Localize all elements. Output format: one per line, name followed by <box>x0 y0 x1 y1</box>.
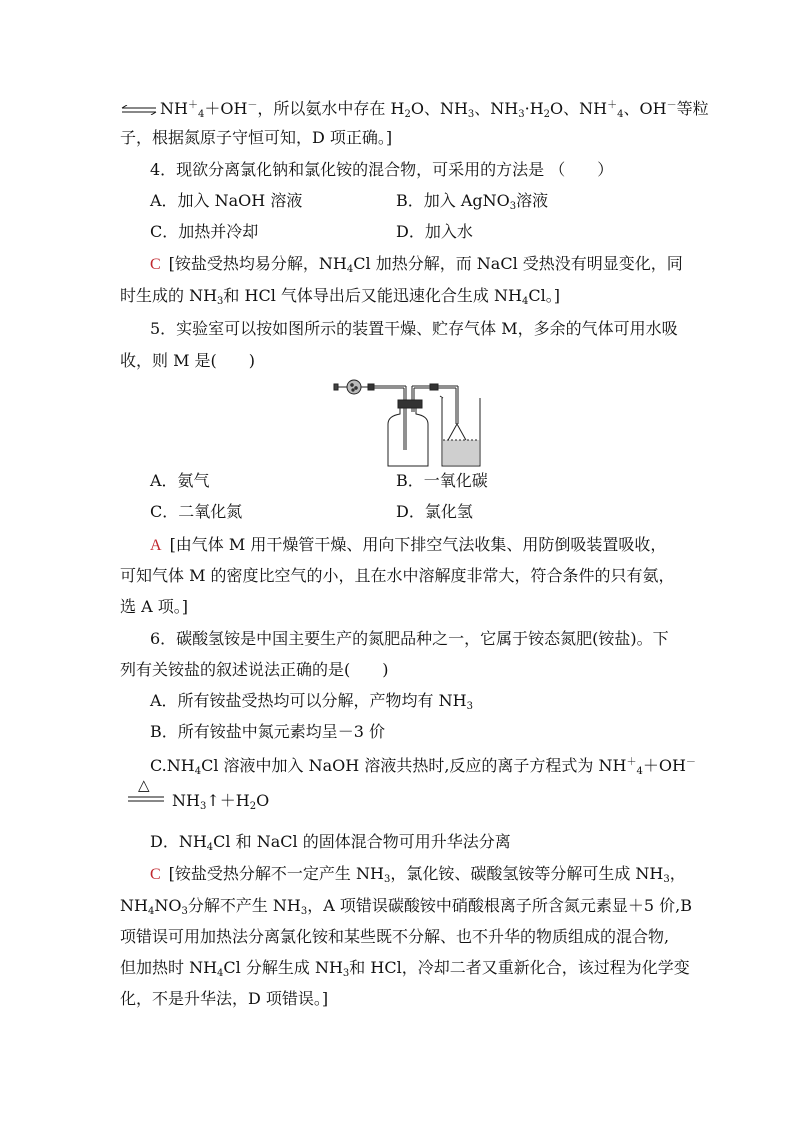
q6-answer-cont: 化，不是升华法，D 项错误。] <box>120 989 329 1008</box>
q6-option-c: $C.NH_4Cl$ 溶液中加入 NaOH 溶液共热时,反应的离子方程式为 $NH^+_4+OH^-$ <box>150 756 696 777</box>
question-5: 5．实验室可以按如图所示的装置干燥、贮存气体 M，多余的气体可用水吸 <box>150 319 678 338</box>
question-6-cont: 列有关铵盐的叙述说法正确的是( ) <box>120 660 389 679</box>
equilibrium-arrow-icon <box>120 105 158 115</box>
q6-answer-cont: 但加热时 $NH_4Cl$ 分解生成 $NH_3$和 HCl，冷却二者又重新化合，该过程为化学变 <box>120 958 690 979</box>
q5-answer-cont: 可知气体 M 的密度比空气的小，且在水中溶解度非常大，符合条件的只有氨， <box>120 566 675 585</box>
q6-option-d: D．$NH_4Cl$ 和 NaCl 的固体混合物可用升华法分离 <box>150 832 511 853</box>
q6-answer: C [铵盐受热分解不一定产生 $NH_3$，氯化铵、碳酸氢铵等分解可生成 $NH_3$， <box>150 864 686 885</box>
answer-letter: C <box>150 866 161 883</box>
q4-option-a: A．加入 NaOH 溶液 <box>150 191 303 210</box>
question-4: 4．现欲分离氯化钠和氯化铵的混合物，可采用的方法是 （ ） <box>150 160 614 179</box>
question-6: 6．碳酸氢铵是中国主要生产的氮肥品种之一，它属于铵态氮肥(铵盐)。下 <box>150 629 669 648</box>
apparatus-figure <box>330 378 490 470</box>
q4-answer: C [铵盐受热均易分解，$NH_4Cl$ 加热分解，而 NaCl 受热没有明显变化，同 <box>150 254 683 275</box>
q4-option-b: B．加入 AgNO$_3$溶液 <box>396 191 549 212</box>
q6-answer-cont: $NH_4NO_3$分解不产生 $NH_3$，A 项错误碳酸铵中硝酸根离子所含氮元素显＋5 价,B <box>120 896 693 917</box>
answer-letter: C <box>150 256 161 273</box>
q5-option-a: A．氨气 <box>150 471 210 490</box>
answer-letter: A <box>150 537 162 554</box>
q4-option-c: C．加热并冷却 <box>150 222 259 241</box>
q6-option-b: B．所有铵盐中氮元素均呈－3 价 <box>150 722 386 741</box>
q5-option-c: C．二氧化氮 <box>150 502 243 521</box>
text-line: $NH^+_4+OH^-$，所以氨水中存在 $H_2O$、$NH_3$、$NH_3\cdot H_2O$、$NH^+_4$、OH－等粒 <box>120 95 709 126</box>
q5-option-d: D．氯化氢 <box>396 502 473 521</box>
q6-answer-cont: 项错误可用加热法分离氯化铵和某些既不分解、也不升华的物质组成的混合物, <box>120 927 670 946</box>
heat-arrow-icon <box>126 776 166 810</box>
q4-answer-cont: 时生成的 $NH_3$和 HCl 气体导出后又能迅速化合生成 $NH_4Cl$。] <box>120 286 560 307</box>
q6-option-c-cont: $NH_3↑+H_2O$ <box>172 791 270 812</box>
heat-symbol: △ <box>138 776 150 794</box>
text-line: 子，根据氮原子守恒可知，D 项正确。] <box>120 128 393 147</box>
q4-option-d: D．加入水 <box>396 222 473 241</box>
question-5-cont: 收，则 M 是( ) <box>120 351 256 370</box>
q5-option-b: B．一氧化碳 <box>396 471 488 490</box>
q5-answer-cont: 选 A 项。] <box>120 597 188 616</box>
q6-option-a: A．所有铵盐受热均可以分解，产物均有 $NH_3$ <box>150 691 473 712</box>
q5-answer: A [由气体 M 用干燥管干燥、用向下排空气法收集、用防倒吸装置吸收， <box>150 535 667 554</box>
